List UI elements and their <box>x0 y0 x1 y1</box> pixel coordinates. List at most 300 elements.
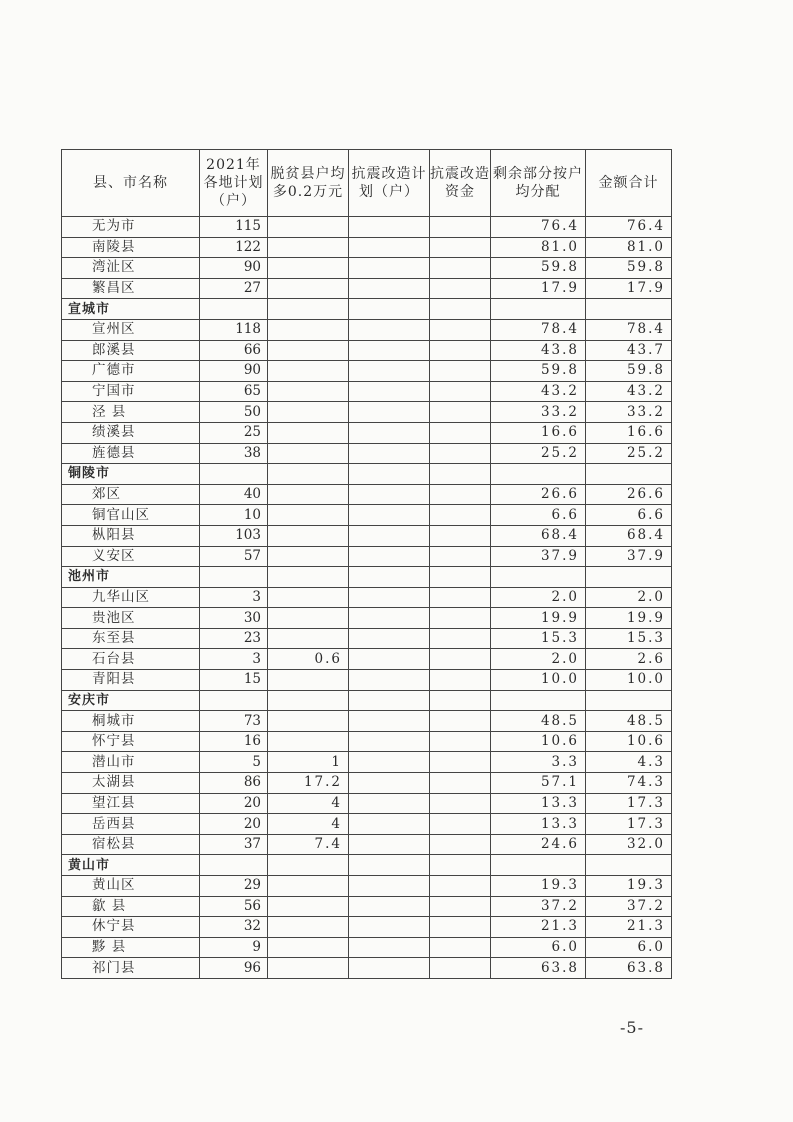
total-cell: 48.5 <box>586 711 672 732</box>
name-cell: 宁国市 <box>62 381 200 402</box>
remaining-cell <box>491 855 586 876</box>
plan-cell: 57 <box>200 546 268 567</box>
plan-cell <box>200 464 268 485</box>
quake-plan-cell <box>349 814 430 835</box>
total-cell <box>586 567 672 588</box>
name-cell: 旌德县 <box>62 443 200 464</box>
total-cell: 2.0 <box>586 587 672 608</box>
plan-cell: 37 <box>200 834 268 855</box>
quake-plan-cell <box>349 876 430 897</box>
plan-cell: 5 <box>200 752 268 773</box>
plan-cell: 103 <box>200 525 268 546</box>
plan-cell: 30 <box>200 608 268 629</box>
extra-cell <box>268 525 349 546</box>
extra-cell <box>268 464 349 485</box>
quake-plan-cell <box>349 258 430 279</box>
name-cell: 贵池区 <box>62 608 200 629</box>
name-cell: 石台县 <box>62 649 200 670</box>
total-cell: 25.2 <box>586 443 672 464</box>
quake-plan-cell <box>349 299 430 320</box>
remaining-cell: 37.9 <box>491 546 586 567</box>
quake-plan-cell <box>349 237 430 258</box>
quake-plan-cell <box>349 340 430 361</box>
name-cell: 郊区 <box>62 484 200 505</box>
quake-plan-cell <box>349 464 430 485</box>
total-cell: 78.4 <box>586 319 672 340</box>
table-row <box>62 258 672 279</box>
extra-cell: 1 <box>268 752 349 773</box>
quake-plan-cell <box>349 484 430 505</box>
city-header-row <box>62 464 672 485</box>
remaining-cell: 43.8 <box>491 340 586 361</box>
extra-cell <box>268 402 349 423</box>
extra-cell <box>268 546 349 567</box>
quake-fund-cell <box>430 567 491 588</box>
total-cell <box>586 690 672 711</box>
table-row <box>62 361 672 382</box>
quake-plan-cell <box>349 711 430 732</box>
page-number: -5- <box>620 1018 644 1037</box>
table-row <box>62 237 672 258</box>
plan-cell: 56 <box>200 896 268 917</box>
quake-fund-cell <box>430 422 491 443</box>
allocation-table <box>61 149 672 979</box>
extra-cell <box>268 690 349 711</box>
remaining-cell: 17.9 <box>491 278 586 299</box>
quake-plan-cell <box>349 567 430 588</box>
allocation-table-container <box>61 149 672 979</box>
total-cell: 16.6 <box>586 422 672 443</box>
table-row <box>62 937 672 958</box>
extra-cell <box>268 505 349 526</box>
quake-plan-cell <box>349 505 430 526</box>
plan-cell <box>200 567 268 588</box>
extra-cell <box>268 258 349 279</box>
total-cell: 43.2 <box>586 381 672 402</box>
table-body <box>62 217 672 979</box>
quake-plan-cell <box>349 958 430 979</box>
quake-plan-cell <box>349 278 430 299</box>
remaining-cell: 37.2 <box>491 896 586 917</box>
quake-fund-cell <box>430 443 491 464</box>
plan-cell: 65 <box>200 381 268 402</box>
remaining-cell: 81.0 <box>491 237 586 258</box>
header-row <box>62 150 672 217</box>
table-row <box>62 402 672 423</box>
remaining-cell: 24.6 <box>491 834 586 855</box>
name-cell: 休宁县 <box>62 917 200 938</box>
total-cell: 37.2 <box>586 896 672 917</box>
remaining-cell: 13.3 <box>491 814 586 835</box>
quake-plan-cell <box>349 381 430 402</box>
quake-plan-cell <box>349 690 430 711</box>
total-cell: 33.2 <box>586 402 672 423</box>
name-cell: 黄山区 <box>62 876 200 897</box>
table-row <box>62 587 672 608</box>
total-cell: 15.3 <box>586 628 672 649</box>
plan-cell: 50 <box>200 402 268 423</box>
table-row <box>62 546 672 567</box>
quake-plan-cell <box>349 793 430 814</box>
name-cell: 歙 县 <box>62 896 200 917</box>
plan-cell: 90 <box>200 361 268 382</box>
table-row <box>62 731 672 752</box>
table-row <box>62 649 672 670</box>
name-cell: 祁门县 <box>62 958 200 979</box>
extra-cell <box>268 958 349 979</box>
total-cell: 63.8 <box>586 958 672 979</box>
quake-fund-cell <box>430 958 491 979</box>
total-cell: 59.8 <box>586 361 672 382</box>
extra-cell <box>268 876 349 897</box>
extra-cell <box>268 381 349 402</box>
plan-cell: 38 <box>200 443 268 464</box>
extra-cell <box>268 855 349 876</box>
table-row <box>62 525 672 546</box>
remaining-cell: 2.0 <box>491 649 586 670</box>
extra-cell <box>268 608 349 629</box>
total-cell: 2.6 <box>586 649 672 670</box>
plan-cell <box>200 855 268 876</box>
name-cell: 太湖县 <box>62 773 200 794</box>
remaining-cell: 2.0 <box>491 587 586 608</box>
remaining-cell: 15.3 <box>491 628 586 649</box>
remaining-cell: 63.8 <box>491 958 586 979</box>
table-row <box>62 484 672 505</box>
quake-fund-cell <box>430 464 491 485</box>
total-cell: 37.9 <box>586 546 672 567</box>
table-header <box>62 150 672 217</box>
plan-cell: 29 <box>200 876 268 897</box>
quake-fund-cell <box>430 361 491 382</box>
extra-cell <box>268 217 349 238</box>
plan-cell: 115 <box>200 217 268 238</box>
name-cell: 潜山市 <box>62 752 200 773</box>
plan-cell: 118 <box>200 319 268 340</box>
remaining-cell: 16.6 <box>491 422 586 443</box>
header-county-name: 县、市名称 <box>62 150 200 217</box>
plan-cell: 20 <box>200 793 268 814</box>
quake-fund-cell <box>430 237 491 258</box>
name-cell: 岳西县 <box>62 814 200 835</box>
total-cell <box>586 464 672 485</box>
table-row <box>62 711 672 732</box>
table-row <box>62 608 672 629</box>
city-header-row <box>62 567 672 588</box>
quake-fund-cell <box>430 855 491 876</box>
table-row <box>62 340 672 361</box>
quake-plan-cell <box>349 834 430 855</box>
remaining-cell <box>491 567 586 588</box>
total-cell: 74.3 <box>586 773 672 794</box>
quake-plan-cell <box>349 731 430 752</box>
extra-cell <box>268 628 349 649</box>
total-cell: 59.8 <box>586 258 672 279</box>
quake-fund-cell <box>430 670 491 691</box>
remaining-cell: 59.8 <box>491 258 586 279</box>
table-row <box>62 752 672 773</box>
remaining-cell: 6.6 <box>491 505 586 526</box>
quake-fund-cell <box>430 896 491 917</box>
table-row <box>62 773 672 794</box>
plan-cell: 122 <box>200 237 268 258</box>
plan-cell: 32 <box>200 917 268 938</box>
name-cell: 广德市 <box>62 361 200 382</box>
quake-fund-cell <box>430 340 491 361</box>
name-cell: 义安区 <box>62 546 200 567</box>
name-cell: 桐城市 <box>62 711 200 732</box>
total-cell: 19.3 <box>586 876 672 897</box>
quake-plan-cell <box>349 628 430 649</box>
quake-fund-cell <box>430 628 491 649</box>
extra-cell: 17.2 <box>268 773 349 794</box>
total-cell: 19.9 <box>586 608 672 629</box>
quake-plan-cell <box>349 443 430 464</box>
quake-plan-cell <box>349 855 430 876</box>
total-cell: 17.9 <box>586 278 672 299</box>
quake-fund-cell <box>430 525 491 546</box>
quake-fund-cell <box>430 752 491 773</box>
table-row <box>62 834 672 855</box>
extra-cell: 4 <box>268 814 349 835</box>
table-row <box>62 628 672 649</box>
plan-cell: 90 <box>200 258 268 279</box>
plan-cell: 66 <box>200 340 268 361</box>
quake-fund-cell <box>430 505 491 526</box>
name-cell: 宣州区 <box>62 319 200 340</box>
quake-fund-cell <box>430 773 491 794</box>
table-row <box>62 278 672 299</box>
plan-cell: 25 <box>200 422 268 443</box>
remaining-cell <box>491 464 586 485</box>
plan-cell: 9 <box>200 937 268 958</box>
header-extra: 脱贫县户均多0.2万元 <box>268 150 349 217</box>
remaining-cell: 33.2 <box>491 402 586 423</box>
remaining-cell: 26.6 <box>491 484 586 505</box>
table-row <box>62 917 672 938</box>
plan-cell: 3 <box>200 587 268 608</box>
remaining-cell: 57.1 <box>491 773 586 794</box>
header-plan: 2021年各地计划（户） <box>200 150 268 217</box>
quake-plan-cell <box>349 546 430 567</box>
plan-cell: 23 <box>200 628 268 649</box>
remaining-cell: 43.2 <box>491 381 586 402</box>
extra-cell <box>268 237 349 258</box>
total-cell: 10.0 <box>586 670 672 691</box>
plan-cell <box>200 690 268 711</box>
extra-cell <box>268 670 349 691</box>
remaining-cell: 78.4 <box>491 319 586 340</box>
remaining-cell <box>491 690 586 711</box>
extra-cell <box>268 937 349 958</box>
extra-cell <box>268 422 349 443</box>
table-row <box>62 381 672 402</box>
plan-cell: 40 <box>200 484 268 505</box>
plan-cell: 16 <box>200 731 268 752</box>
quake-plan-cell <box>349 649 430 670</box>
table-row <box>62 319 672 340</box>
table-row <box>62 793 672 814</box>
quake-fund-cell <box>430 484 491 505</box>
table-row <box>62 814 672 835</box>
total-cell: 76.4 <box>586 217 672 238</box>
name-cell: 九华山区 <box>62 587 200 608</box>
quake-plan-cell <box>349 217 430 238</box>
plan-cell: 73 <box>200 711 268 732</box>
table-row <box>62 217 672 238</box>
name-cell: 望江县 <box>62 793 200 814</box>
quake-fund-cell <box>430 402 491 423</box>
remaining-cell: 19.9 <box>491 608 586 629</box>
extra-cell <box>268 587 349 608</box>
city-header-row <box>62 299 672 320</box>
plan-cell: 15 <box>200 670 268 691</box>
quake-fund-cell <box>430 814 491 835</box>
quake-fund-cell <box>430 917 491 938</box>
header-quake-fund: 抗震改造资金 <box>430 150 491 217</box>
remaining-cell: 6.0 <box>491 937 586 958</box>
name-cell: 铜陵市 <box>62 464 200 485</box>
name-cell: 繁昌区 <box>62 278 200 299</box>
name-cell: 铜官山区 <box>62 505 200 526</box>
total-cell <box>586 855 672 876</box>
total-cell: 6.0 <box>586 937 672 958</box>
total-cell: 32.0 <box>586 834 672 855</box>
remaining-cell: 76.4 <box>491 217 586 238</box>
extra-cell: 4 <box>268 793 349 814</box>
extra-cell <box>268 361 349 382</box>
quake-plan-cell <box>349 587 430 608</box>
header-remaining: 剩余部分按户均分配 <box>491 150 586 217</box>
quake-fund-cell <box>430 793 491 814</box>
remaining-cell: 10.6 <box>491 731 586 752</box>
quake-plan-cell <box>349 422 430 443</box>
total-cell: 17.3 <box>586 814 672 835</box>
quake-fund-cell <box>430 278 491 299</box>
quake-fund-cell <box>430 876 491 897</box>
name-cell: 池州市 <box>62 567 200 588</box>
extra-cell <box>268 340 349 361</box>
name-cell: 无为市 <box>62 217 200 238</box>
name-cell: 东至县 <box>62 628 200 649</box>
remaining-cell: 13.3 <box>491 793 586 814</box>
remaining-cell <box>491 299 586 320</box>
header-total: 金额合计 <box>586 150 672 217</box>
total-cell: 4.3 <box>586 752 672 773</box>
extra-cell <box>268 319 349 340</box>
quake-plan-cell <box>349 402 430 423</box>
total-cell: 68.4 <box>586 525 672 546</box>
remaining-cell: 25.2 <box>491 443 586 464</box>
quake-plan-cell <box>349 937 430 958</box>
quake-plan-cell <box>349 752 430 773</box>
quake-fund-cell <box>430 937 491 958</box>
table-row <box>62 670 672 691</box>
quake-fund-cell <box>430 834 491 855</box>
name-cell: 黟 县 <box>62 937 200 958</box>
name-cell: 南陵县 <box>62 237 200 258</box>
quake-fund-cell <box>430 731 491 752</box>
plan-cell: 20 <box>200 814 268 835</box>
quake-fund-cell <box>430 217 491 238</box>
name-cell: 黄山市 <box>62 855 200 876</box>
total-cell <box>586 299 672 320</box>
quake-fund-cell <box>430 299 491 320</box>
extra-cell <box>268 711 349 732</box>
city-header-row <box>62 855 672 876</box>
remaining-cell: 19.3 <box>491 876 586 897</box>
quake-plan-cell <box>349 319 430 340</box>
quake-plan-cell <box>349 670 430 691</box>
table-row <box>62 443 672 464</box>
extra-cell <box>268 299 349 320</box>
total-cell: 21.3 <box>586 917 672 938</box>
plan-cell <box>200 299 268 320</box>
total-cell: 26.6 <box>586 484 672 505</box>
quake-plan-cell <box>349 773 430 794</box>
plan-cell: 96 <box>200 958 268 979</box>
extra-cell <box>268 567 349 588</box>
name-cell: 湾沚区 <box>62 258 200 279</box>
city-header-row <box>62 690 672 711</box>
plan-cell: 86 <box>200 773 268 794</box>
quake-fund-cell <box>430 649 491 670</box>
remaining-cell: 68.4 <box>491 525 586 546</box>
total-cell: 81.0 <box>586 237 672 258</box>
extra-cell: 7.4 <box>268 834 349 855</box>
remaining-cell: 48.5 <box>491 711 586 732</box>
quake-plan-cell <box>349 917 430 938</box>
quake-fund-cell <box>430 608 491 629</box>
quake-fund-cell <box>430 546 491 567</box>
extra-cell <box>268 278 349 299</box>
plan-cell: 10 <box>200 505 268 526</box>
quake-plan-cell <box>349 608 430 629</box>
remaining-cell: 3.3 <box>491 752 586 773</box>
plan-cell: 27 <box>200 278 268 299</box>
quake-fund-cell <box>430 319 491 340</box>
quake-plan-cell <box>349 361 430 382</box>
total-cell: 10.6 <box>586 731 672 752</box>
name-cell: 宣城市 <box>62 299 200 320</box>
name-cell: 青阳县 <box>62 670 200 691</box>
total-cell: 43.7 <box>586 340 672 361</box>
table-row <box>62 422 672 443</box>
plan-cell: 3 <box>200 649 268 670</box>
quake-fund-cell <box>430 381 491 402</box>
quake-fund-cell <box>430 711 491 732</box>
extra-cell <box>268 917 349 938</box>
remaining-cell: 59.8 <box>491 361 586 382</box>
name-cell: 郎溪县 <box>62 340 200 361</box>
header-quake-plan: 抗震改造计划（户） <box>349 150 430 217</box>
table-row <box>62 896 672 917</box>
table-row <box>62 958 672 979</box>
remaining-cell: 10.0 <box>491 670 586 691</box>
table-row <box>62 505 672 526</box>
quake-fund-cell <box>430 587 491 608</box>
total-cell: 17.3 <box>586 793 672 814</box>
total-cell: 6.6 <box>586 505 672 526</box>
quake-fund-cell <box>430 258 491 279</box>
name-cell: 安庆市 <box>62 690 200 711</box>
name-cell: 绩溪县 <box>62 422 200 443</box>
quake-fund-cell <box>430 690 491 711</box>
quake-plan-cell <box>349 896 430 917</box>
quake-plan-cell <box>349 525 430 546</box>
name-cell: 宿松县 <box>62 834 200 855</box>
name-cell: 怀宁县 <box>62 731 200 752</box>
